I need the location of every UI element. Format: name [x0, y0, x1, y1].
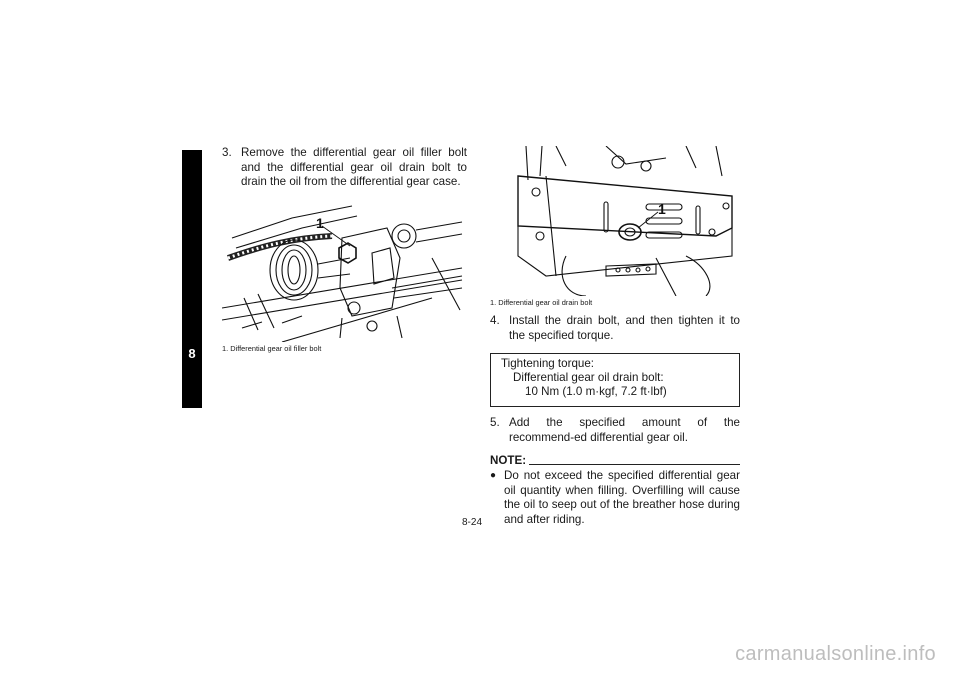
step-number: 3.: [222, 146, 232, 159]
note-label: NOTE:: [490, 454, 527, 467]
step-5: [490, 416, 740, 445]
left-column: [222, 146, 467, 353]
page-number: 8-24: [462, 517, 483, 528]
step-text: Add the specified amount of the recommend-ed differential gear oil.: [509, 416, 740, 444]
step-number: 5.: [490, 416, 500, 429]
bullet-icon: ●: [490, 470, 497, 481]
step-number: 4.: [490, 314, 500, 327]
note-text: Do not exceed the specified differential gear oil quantity when filling. Overfilling will cause the oil to seep out of the breather hose during and after riding.: [504, 469, 740, 526]
figure-callout: 1: [316, 214, 324, 231]
right-column: [490, 146, 740, 527]
watermark: carmanualsonline.info: [735, 643, 936, 665]
step-text: Remove the differential gear oil filler bolt and the differential gear oil drain bolt to drain the oil from the differential gear case.: [241, 146, 467, 188]
step-4: [490, 314, 740, 343]
note-bullet: [490, 469, 740, 527]
section-tab: [182, 150, 202, 408]
torque-box: [490, 353, 740, 407]
filler-bolt-illustration: [222, 198, 465, 342]
figure-caption: 1. Differential gear oil filler bolt: [222, 343, 322, 353]
step-text: Install the drain bolt, and then tighten it to the specified torque.: [509, 314, 740, 342]
section-tab-number: 8: [188, 346, 196, 361]
note-rule: [529, 464, 740, 465]
step-3: [222, 146, 467, 190]
drain-bolt-illustration: [506, 146, 740, 296]
figure-caption: 1. Differential gear oil drain bolt: [490, 298, 593, 307]
note-heading: [490, 454, 740, 467]
torque-value: 10 Nm (1.0 m·kgf, 7.2 ft·lbf): [525, 385, 667, 398]
torque-item: Differential gear oil drain bolt:: [513, 371, 664, 384]
torque-title: Tightening torque:: [501, 357, 595, 370]
figure-callout: 1: [658, 201, 666, 217]
